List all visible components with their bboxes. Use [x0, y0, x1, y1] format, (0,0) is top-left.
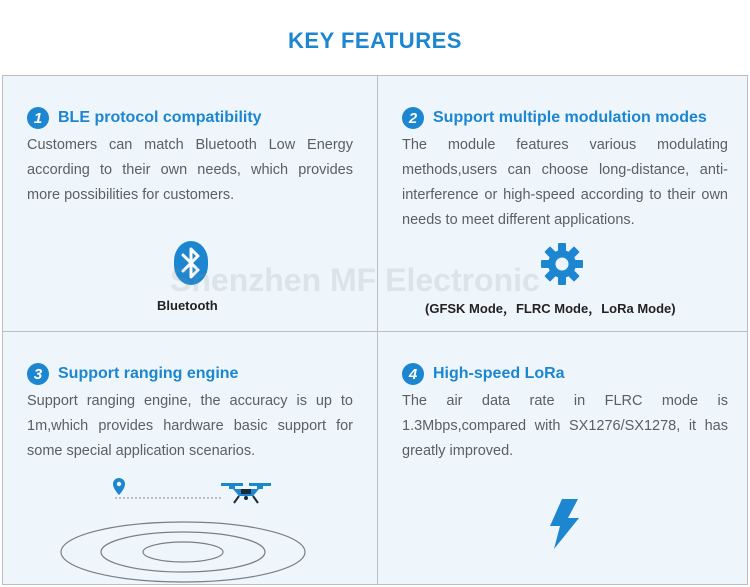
feature-description: The air data rate in FLRC mode is 1.3Mbps,compared with SX1276/SX1278, it has greatly improved. — [402, 393, 728, 459]
drone-ranging-icon — [53, 470, 313, 584]
feature-card-ranging — [3, 332, 375, 586]
feature-caption: (GFSK Mode，FLRC Mode，LoRa Mode) — [425, 301, 676, 316]
gear-icon — [540, 242, 584, 286]
page-title: KEY FEATURES — [288, 28, 462, 53]
drone-icon — [221, 483, 271, 503]
feature-number-badge: 4 — [402, 363, 424, 385]
feature-heading — [27, 363, 238, 385]
feature-title: Support multiple modulation modes — [433, 109, 707, 126]
feature-number-badge: 3 — [27, 363, 49, 385]
feature-heading — [402, 363, 565, 385]
feature-description: Support ranging engine, the accuracy is up to 1m,which provides hardware basic support for some special application scenarios. — [27, 393, 353, 459]
feature-card-modulation — [378, 76, 750, 330]
lightning-icon — [548, 499, 580, 549]
location-pin-icon — [113, 478, 125, 495]
feature-title: Support ranging engine — [58, 365, 239, 382]
feature-description: The module features various modulating methods,users can choose long-distance, anti-interference or high-speed according to their own needs to meet different applications. — [402, 137, 728, 228]
feature-title: BLE protocol compatibility — [58, 109, 262, 126]
feature-card-ble — [3, 76, 375, 330]
feature-card-lora — [378, 332, 750, 586]
feature-caption: Bluetooth — [157, 298, 218, 313]
feature-title: High-speed LoRa — [433, 365, 565, 382]
feature-description: Customers can match Bluetooth Low Energy according to their own needs, which provides more possibilities for customers. — [27, 137, 353, 203]
feature-number-badge: 1 — [27, 107, 49, 129]
feature-heading — [27, 107, 262, 129]
features-grid — [2, 75, 748, 585]
feature-heading — [402, 107, 707, 129]
bluetooth-icon — [174, 241, 208, 285]
feature-number-badge: 2 — [402, 107, 424, 129]
